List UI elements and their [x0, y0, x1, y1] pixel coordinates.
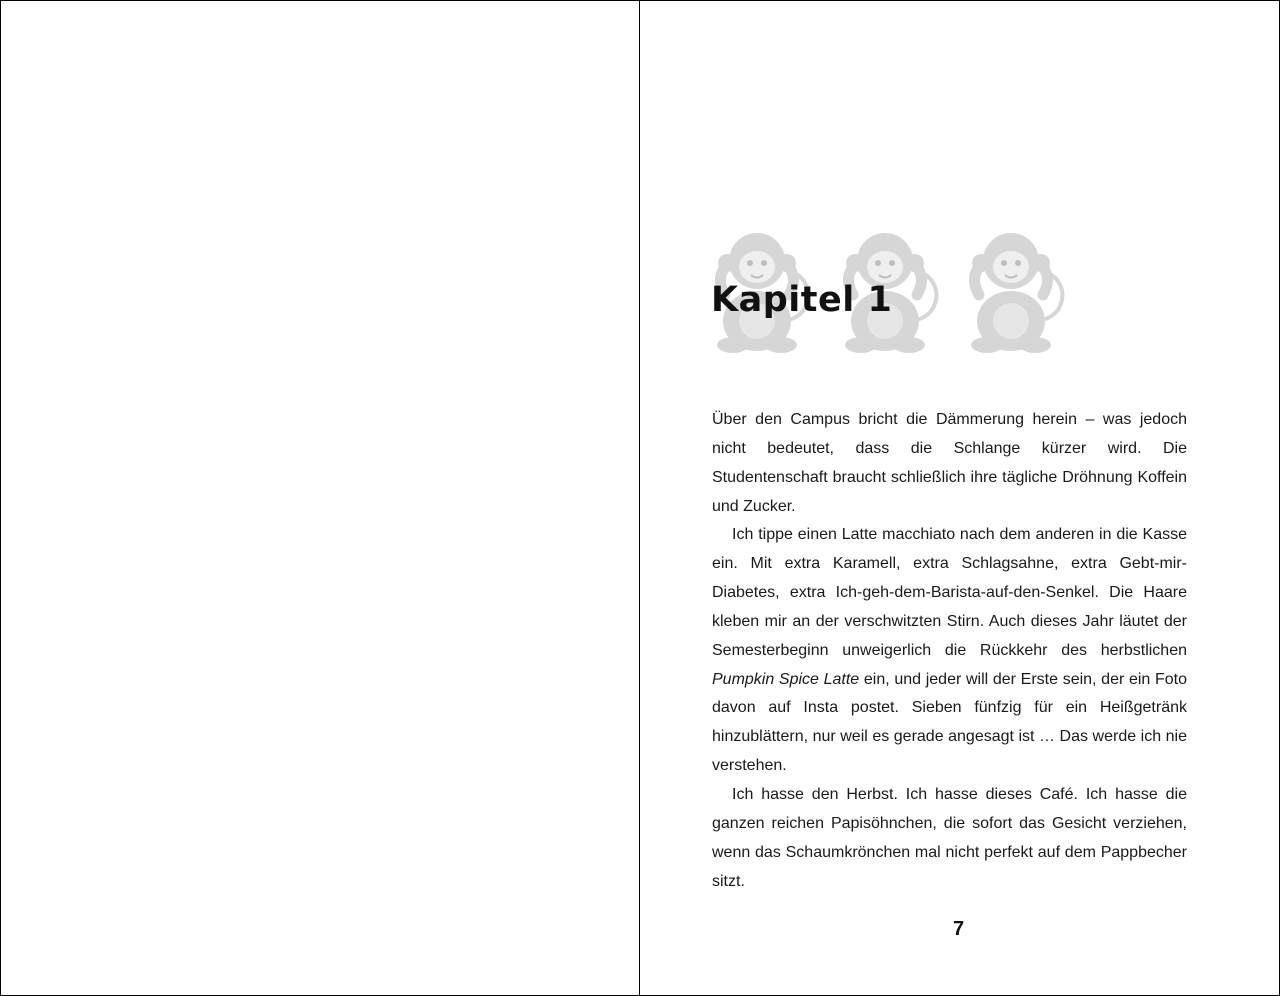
paragraph-2-text-start: Ich tippe einen Latte macchiato nach dem anderen in die Kasse ein. Mit extra Karamell, extra Schlagsahne, extra Gebt-mir-Diabetes, extra Ich-geh-dem-Barista-auf-den-Senkel. Die Haare kleben mir an der verschwitzten Stirn. Auch dieses Jahr läutet der Semesterbeginn unweigerlich die Rückkehr des herbstlichen — [712, 526, 1187, 659]
paragraph-3-text: Ich hasse den Herbst. Ich hasse dieses Café. Ich hasse die ganzen reichen Papisöhnchen, die sofort das Gesicht verziehen, wenn das Schaumkrönchen mal nicht perfekt auf dem Pappbecher sitzt. — [712, 785, 1187, 890]
monkey-speak-no-evil-icon — [971, 233, 1062, 353]
chapter-title: Kapitel 1 — [711, 280, 893, 320]
paragraph-1 — [712, 406, 1187, 521]
paragraph-3 — [712, 781, 1187, 896]
paragraph-1-text: Über den Campus bricht die Dämmerung herein – was jedoch nicht bedeutet, dass die Schlange kürzer wird. Die Studentenschaft braucht schließlich ihre tägliche Dröhnung Koffein und Zucker. — [712, 411, 1187, 515]
page-number: 7 — [953, 919, 965, 935]
paragraph-2-italic: Pumpkin Spice Latte — [712, 670, 860, 688]
paragraph-2-text-end: ein, und jeder will der Erste sein, der ein Foto davon auf Insta postet. Sieben fünfzig für ein Heißgetränk hinzublättern, nur weil es gerade angesagt ist … Das werde ich nie verstehen. — [712, 670, 1188, 775]
chapter-body — [712, 406, 1187, 896]
paragraph-2 — [712, 521, 1187, 781]
